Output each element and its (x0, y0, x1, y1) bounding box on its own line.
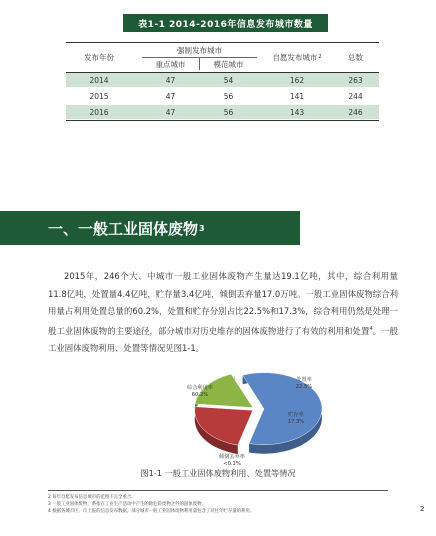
header-voluntary-note: 2 (318, 54, 322, 60)
paragraph-text-2: 。一般工业固体废物利用、处置等情况见图1-1。 (48, 325, 399, 354)
cell-total: 244 (348, 91, 363, 101)
cell-key: 47 (165, 91, 176, 101)
cell-total: 246 (348, 107, 363, 117)
slice-value-storage: 17.3% (287, 419, 305, 425)
page-number: 2 (420, 505, 425, 513)
table-title: 表1-1 2014-2016年信息发布城市数量 (123, 14, 328, 32)
header-year: 发布年份 (84, 52, 114, 62)
cell-key: 47 (165, 107, 176, 117)
table-row (66, 89, 379, 103)
body-paragraph (48, 268, 398, 358)
table-row (66, 105, 379, 119)
slice-label-utilization (174, 385, 226, 399)
cell-voluntary: 141 (289, 91, 305, 101)
cell-year: 2016 (89, 107, 109, 117)
header-voluntary (262, 42, 332, 72)
slice-label-dumping (212, 454, 252, 468)
paragraph-text-1: 2015年，246个大、中城市一般工业固体废物产生量达19.1亿吨，其中，综合利用量11.8亿吨，处置量4.4亿吨，贮存量3.4亿吨，倾倒丢弃量17.0万吨。一般工业固体废物综合利用量占利用处置总量的60.2%，处置和贮存分别占比22.5%和17.3%，综合利用仍然是处理一般工业固体废物的主要途径，部分城市对历史堆存的固体废物进行了有效的利用和处置 (48, 271, 398, 336)
paragraph-note: 4 (369, 325, 373, 332)
pie-slice (195, 407, 253, 445)
footnote-rule (48, 490, 388, 491)
cell-voluntary: 162 (289, 75, 305, 85)
slice-value-dumping: <0.1% (223, 461, 241, 467)
slice-label-storage (276, 412, 316, 426)
pie-chart (170, 365, 350, 470)
footnote: 3 一般工业固体废物，系指在工业生产活动中产生的除危险废物之外的固体废物。 (48, 502, 206, 507)
cell-key: 47 (165, 75, 176, 85)
table-row (66, 73, 379, 87)
slice-name-storage: 贮存率 (288, 412, 304, 418)
table-bottom-rule (66, 120, 379, 121)
slice-label-disposal (284, 377, 324, 391)
cell-year: 2015 (89, 91, 109, 101)
cell-model: 56 (223, 91, 234, 101)
slice-name-dumping: 倾倒丢弃率 (219, 454, 245, 460)
header-model-city: 模范城市 (213, 59, 244, 69)
footnote: 2 每年自愿发布信息城市的范围不完全重合。 (48, 495, 136, 500)
footnote: 4 根据各城市区、市上报的信息发布数据，部分城市一般工业固体废物利用量包含了对往年贮存量的利用。 (48, 509, 255, 514)
cell-model: 56 (223, 107, 234, 117)
cell-total: 263 (348, 75, 363, 85)
section-heading (48, 211, 205, 245)
figure-caption: 图1-1 一般工业固体废物利用、处置等情况 (140, 468, 296, 478)
header-total: 总数 (348, 52, 363, 62)
slice-name-utilization: 综合利用率 (187, 385, 213, 391)
slice-value-disposal: 22.5% (295, 384, 313, 390)
section-note: 3 (199, 223, 205, 233)
section-title: 一、一般工业固体废物 (48, 219, 199, 238)
cell-voluntary: 143 (289, 107, 305, 117)
slice-name-disposal: 处置率 (296, 377, 312, 383)
cell-year: 2014 (89, 75, 109, 85)
header-voluntary-label: 自愿发布城市 (272, 52, 318, 62)
cell-model: 54 (223, 75, 234, 85)
header-key-city: 重点城市 (155, 59, 186, 69)
header-mandatory: 强制发布城市 (177, 45, 222, 55)
slice-value-utilization: 60.2% (191, 392, 209, 398)
